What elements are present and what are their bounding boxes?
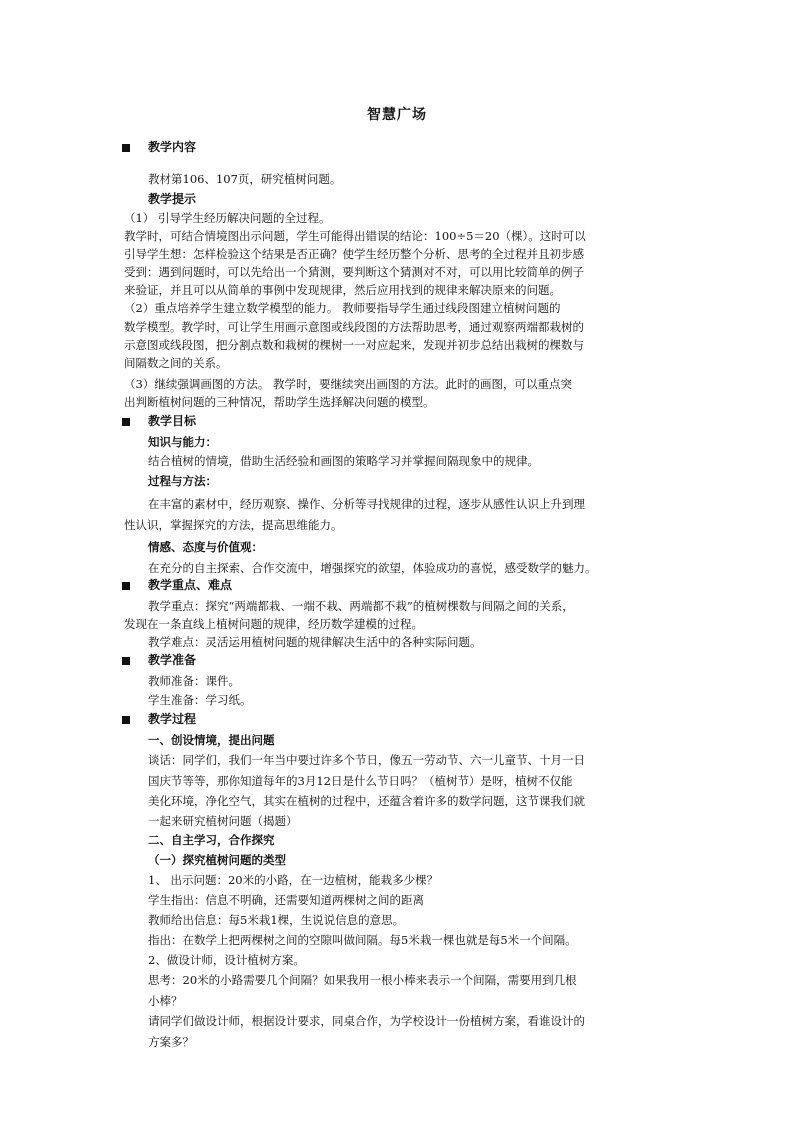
paragraph-line: 美化环境，净化空气，其实在植树的过程中，还蕴含着许多的数学问题，这节课我们就 xyxy=(148,794,585,808)
paragraph-line: 教学难点：灵活运用植树问题的规律解决生活中的各种实际问题。 xyxy=(148,635,482,649)
subheading: 一、创设情境，提出问题 xyxy=(148,733,275,747)
paragraph-line: 2、做设计师，设计植树方案。 xyxy=(148,953,305,967)
paragraph-line: （1） 引导学生经历解决问题的全过程。 xyxy=(124,211,331,225)
paragraph-line: 引导学生想：怎样检验这个结果是否正确？使学生经历整个分析、思考的全过程并且初步感 xyxy=(124,247,584,261)
paragraph-line: 教学重点：探究“两端都栽、一端不栽、两端都不栽”的植树棵数与间隔之间的关系， xyxy=(148,599,574,613)
paragraph-line: 学生指出：信息不明确，还需要知道两棵树之间的距离 xyxy=(148,893,424,907)
paragraph-line: 数学模型。教学时，可让学生用画示意图或线段图的方法帮助思考，通过观察两端都栽树的 xyxy=(124,320,584,334)
bullet-square-icon xyxy=(122,418,130,426)
subheading: 教学提示 xyxy=(148,192,197,206)
section-heading: 教学准备 xyxy=(148,653,197,667)
section-heading: 教学重点、难点 xyxy=(148,578,233,592)
section-heading: 教学内容 xyxy=(148,140,197,154)
paragraph-line: 思考：20米的小路需要几个间隔？如果我用一根小棒来表示一个间隔，需要用到几根 xyxy=(148,973,577,987)
page-title: 智慧广场 xyxy=(367,107,427,123)
section-heading: 教学目标 xyxy=(148,414,197,428)
paragraph-line: （2）重点培养学生建立数学模型的能力。 教师要指导学生通过线段图建立植树问题的 xyxy=(124,301,561,315)
paragraph-line: 示意图或线段图，把分割点数和栽树的棵树一一对应起来，发现并初步总结出栽树的棵数与 xyxy=(124,338,584,352)
paragraph-line: 在丰富的素材中，经历观察、操作、分析等寻找规律的过程，逐步从感性认识上升到理 xyxy=(148,497,585,511)
paragraph-line: 国庆节等等，那你知道每年的3月12日是什么节日吗？（植树节）是呀，植树不仅能 xyxy=(148,774,573,788)
paragraph-line: 学生准备：学习纸。 xyxy=(148,693,252,707)
subheading: （一）探究植树问题的类型 xyxy=(148,853,286,867)
paragraph-line: 教材第106、107页，研究植树问题。 xyxy=(148,172,342,186)
subheading: 知识与能力： xyxy=(148,435,217,449)
subheading: 过程与方法： xyxy=(148,474,217,488)
paragraph-line: 方案多？ xyxy=(148,1035,194,1049)
bullet-square-icon xyxy=(122,657,130,665)
paragraph-line: 教师准备：课件。 xyxy=(148,674,240,688)
paragraph-line: 受到：遇到问题时，可以先给出一个猜测，要判断这个猜测对不对，可以用比较简单的例子 xyxy=(124,265,584,279)
subheading: 二、自主学习，合作探究 xyxy=(148,833,275,847)
paragraph-line: 出判断植树问题的三种情况，帮助学生选择解决问题的模型。 xyxy=(124,395,435,409)
bullet-square-icon xyxy=(122,582,130,590)
paragraph-line: 请同学们做设计师，根据设计要求，同桌合作，为学校设计一份植树方案，看谁设计的 xyxy=(148,1014,585,1028)
paragraph-line: 结合植树的情境，借助生活经验和画图的策略学习并掌握间隔现象中的规律。 xyxy=(148,454,539,468)
paragraph-line: 教师给出信息：每5米栽1棵，生说说信息的意思。 xyxy=(148,913,405,927)
paragraph-line: 来验证，并且可以从简单的事例中发现规律，然后应用找到的规律来解决原来的问题。 xyxy=(124,283,561,297)
paragraph-line: 指出：在数学上把两棵树之间的空隙叫做间隔。每5米栽一棵也就是每5米一个间隔。 xyxy=(148,933,577,947)
paragraph-line: 一起来研究植树问题（揭题） xyxy=(148,814,298,828)
bullet-square-icon xyxy=(122,716,130,724)
paragraph-line: 在充分的自主探索、合作交流中，增强探究的欲望，体验成功的喜悦，感受数学的魅力。 xyxy=(148,561,597,575)
paragraph-line: 间隔数之间的关系。 xyxy=(124,356,228,370)
section-heading: 教学过程 xyxy=(148,712,197,726)
paragraph-line: 性认识，掌握探究的方法，提高思维能力。 xyxy=(124,518,343,532)
paragraph-line: （3）继续强调画图的方法。 教学时，要继续突出画图的方法。此时的画图，可以重点突 xyxy=(124,377,572,391)
paragraph-line: 教学时，可结合情境图出示问题，学生可能得出错误的结论：100÷5＝20（棵）。这时可以 xyxy=(124,229,586,243)
paragraph-line: 小棒？ xyxy=(148,994,183,1008)
paragraph-line: 1、 出示问题：20米的小路，在一边植树，能栽多少棵？ xyxy=(148,873,439,887)
paragraph-line: 发现在一条直线上植树问题的规律，经历数学建模的过程。 xyxy=(124,617,423,631)
paragraph-line: 谈话：同学们，我们一年当中要过许多个节日，像五一劳动节、六一儿童节、十月一日 xyxy=(148,753,585,767)
bullet-square-icon xyxy=(122,144,130,152)
subheading: 情感、态度与价值观： xyxy=(148,540,263,554)
